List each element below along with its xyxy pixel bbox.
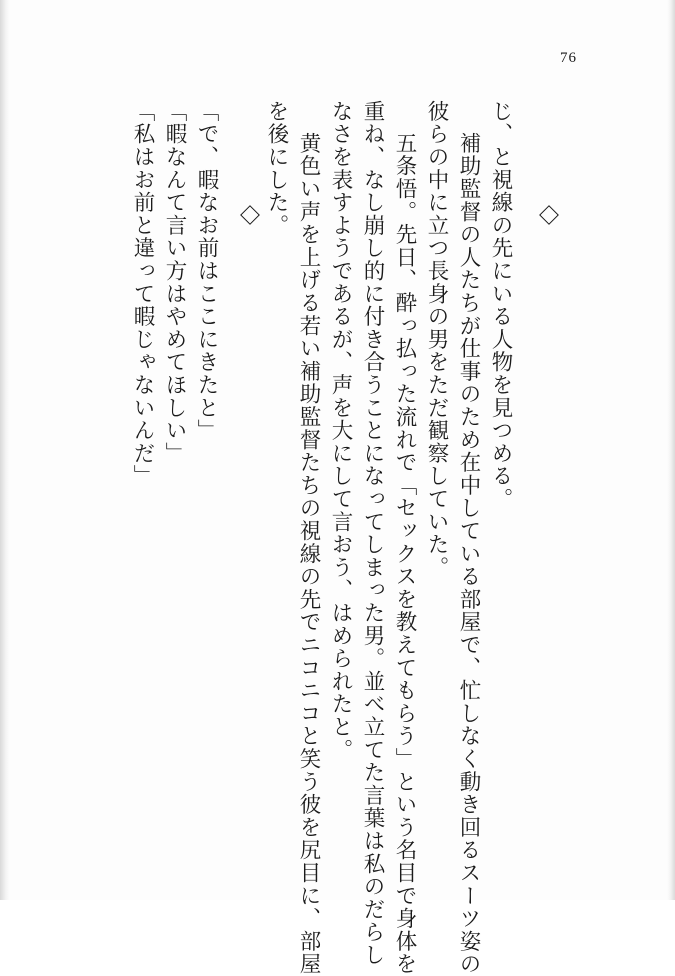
page-edge-left	[0, 0, 10, 900]
scene-break-diamond-icon	[539, 205, 559, 225]
page-number: 76	[560, 50, 577, 66]
page-edge-right	[667, 0, 675, 900]
text-line: 補助監督の人たちが仕事のため在中している部屋で、忙しなく動き回るスーツ姿の	[456, 132, 481, 976]
text-line: 五条悟。先日、酔っ払った流れで「セックスを教えてもらう」という名目で身体を	[392, 132, 417, 976]
text-line: 彼らの中に立つ長身の男をただ観察していた。	[424, 100, 449, 579]
text-line: を後にした。	[264, 100, 289, 237]
text-line: 「暇なんて言い方はやめてほしい」	[162, 100, 187, 465]
text-line: 黄色い声を上げる若い補助監督たちの視線の先でニコニコと笑う彼を尻目に、部屋	[296, 132, 321, 976]
text-line: なさを表すようであるが、声を大にして言おう、はめられたと。	[328, 100, 353, 762]
text-line: 「で、暇なお前はここにきたと」	[194, 100, 219, 442]
scene-break-diamond-icon	[240, 205, 260, 225]
text-line: じ、と視線の先にいる人物を見つめる。	[488, 100, 513, 511]
text-line: 「私はお前と違って暇じゃないんだ」	[130, 100, 155, 488]
text-line: 重ね、なし崩し的に付き合うことになってしまった男。並べ立てた言葉は私のだらし	[360, 100, 385, 967]
